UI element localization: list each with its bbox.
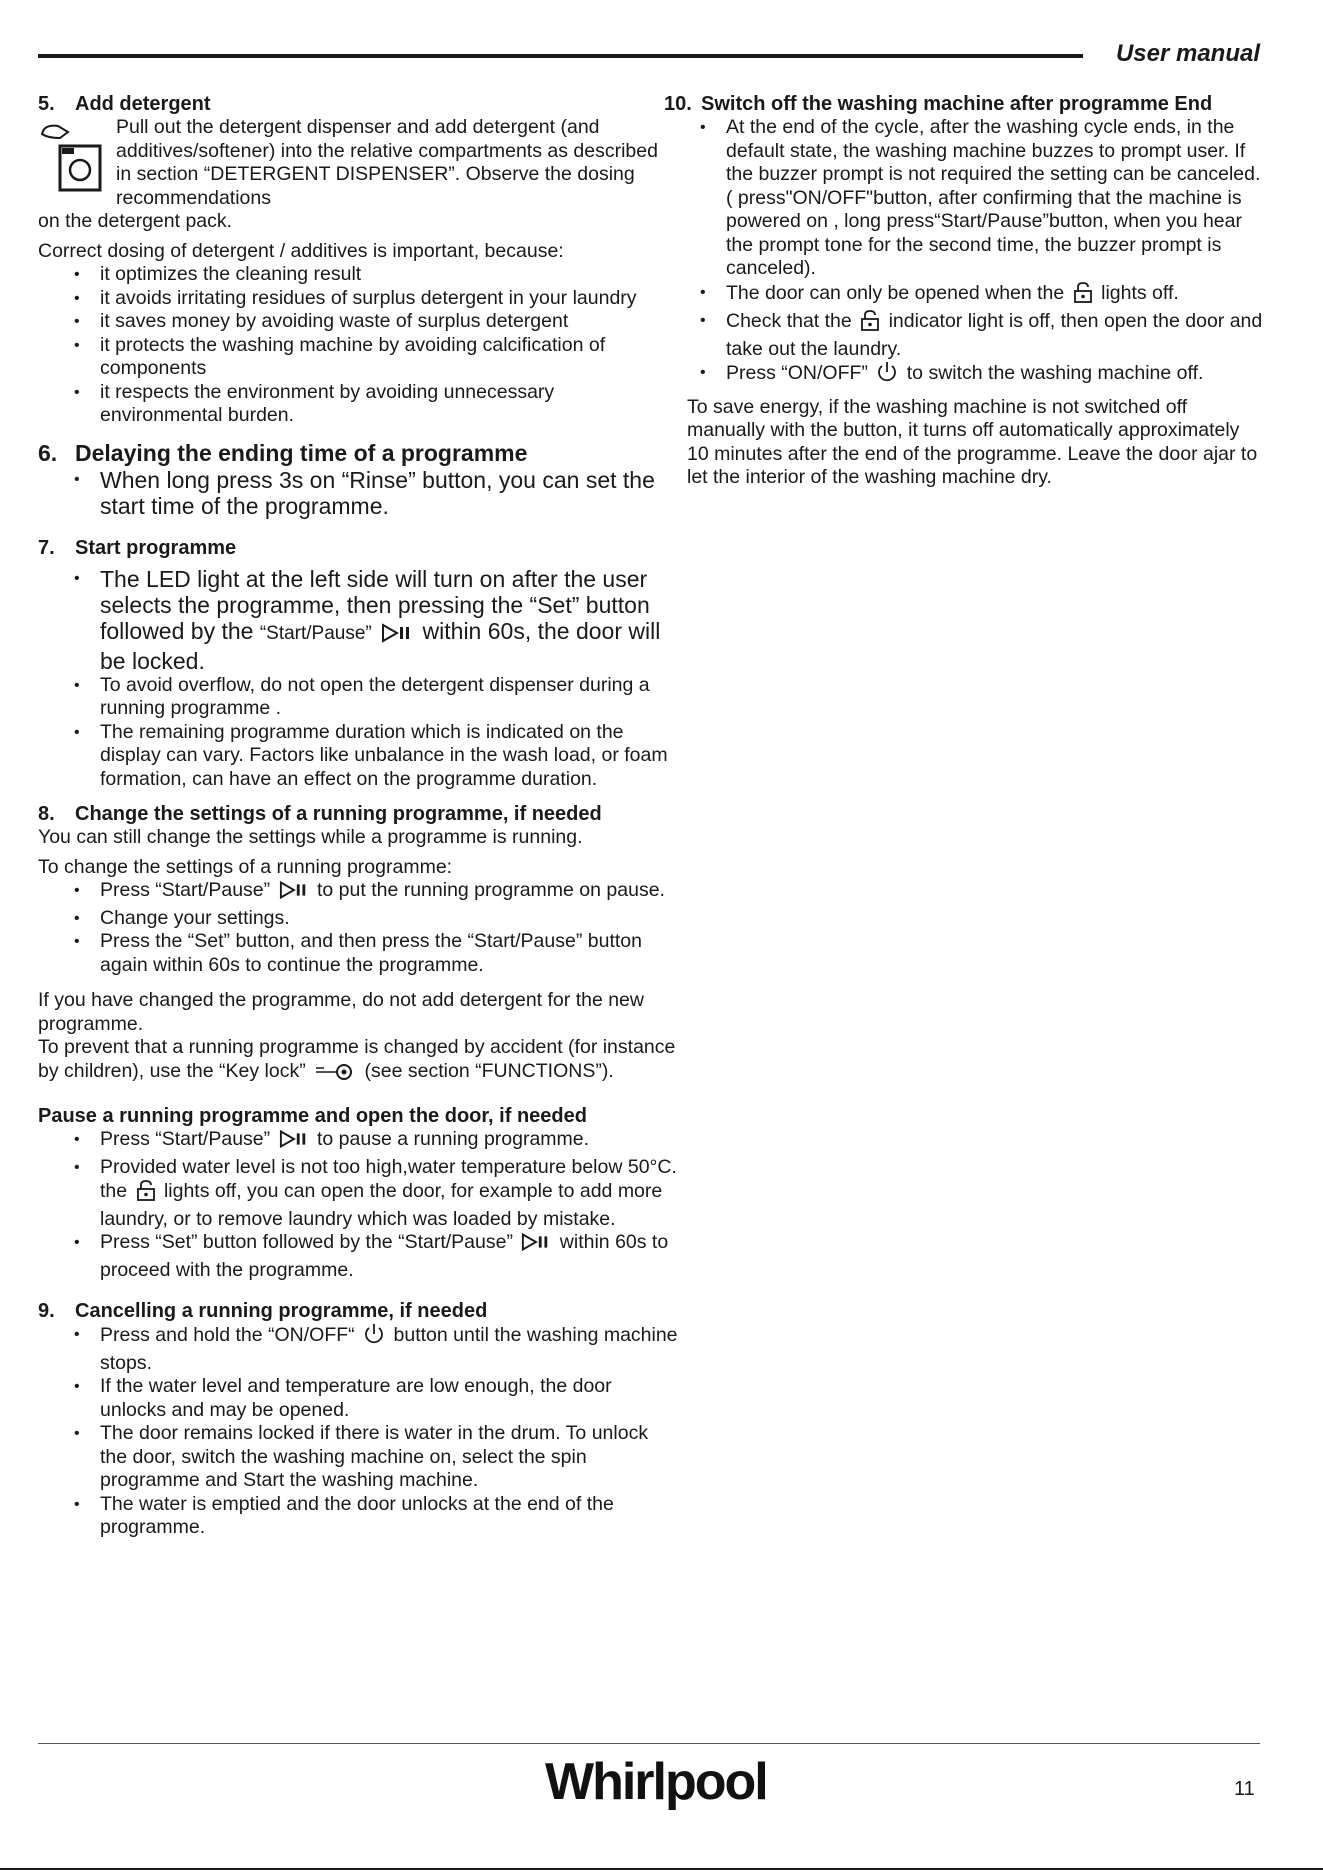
list-item-text: indicator light is off, then open the door and take out the laundry. xyxy=(726,310,1263,360)
list-item-text: Provided water level is not too high,water temperature below 50°C. the xyxy=(100,1155,677,1202)
list-item: • The remaining programme duration which is indicated on the display can vary. Factors like unbalance in the wash load, or foam formation, can have an effect on the programme duration. xyxy=(100,721,678,792)
section-5-intro-continued: on the detergent pack. xyxy=(38,210,233,232)
section-9-bullets xyxy=(38,1323,678,1540)
section-number: 9. xyxy=(38,1300,55,1322)
list-item xyxy=(100,1323,678,1375)
section-10-paragraph: To save energy, if the washing machine is not switched off manually with the button, it turns off automatically approximately 10 minutes after the end of the programme. Leave the door ajar to let the interior of the washing machine dry. xyxy=(687,395,1258,488)
list-item-text: Press “ON/OFF” xyxy=(726,362,868,384)
list-item: • it respects the environment by avoiding unnecessary environmental burden. xyxy=(100,381,678,428)
list-item-text: lights off. xyxy=(1101,281,1179,304)
door-lock-icon xyxy=(1073,281,1093,310)
section-5-bullets xyxy=(38,263,678,428)
list-item: • At the end of the cycle, after the washing cycle ends, in the default state, the washing machine buzzes to prompt user. If the buzzer prompt is not required the setting can be canceled. ( press"ON/OFF"button, after confirming that the machine is powered on , long press“Start/Pause”button, when you hear the prompt tone for the second time, the buzzer prompt is canceled). xyxy=(726,116,1264,281)
list-item-text: to switch the washing machine off. xyxy=(906,362,1204,384)
list-item-text: “Start/Pause” xyxy=(259,622,372,644)
list-item-text: Press “Set” button followed by the “Start/Pause” xyxy=(100,1231,513,1253)
list-item xyxy=(726,309,1264,361)
paragraph-text: To prevent that a running programme is changed by accident (for instance by children), use the “Key lock” xyxy=(38,1036,676,1082)
left-column xyxy=(38,93,678,1540)
list-item-text: Press and hold the “ON/OFF“ xyxy=(100,1324,355,1346)
list-item-text: within 60s to proceed with the programme. xyxy=(100,1231,669,1281)
list-item xyxy=(726,281,1264,310)
list-item: • When long press 3s on “Rinse” button, you can set the start time of the programme. xyxy=(100,467,678,519)
start-pause-icon xyxy=(521,1232,551,1259)
list-item xyxy=(100,879,678,907)
section-number: 7. xyxy=(38,536,55,559)
list-item: • it saves money by avoiding waste of surplus detergent xyxy=(100,310,678,334)
power-icon xyxy=(363,1323,385,1352)
list-item-text: Check that the xyxy=(726,310,852,332)
door-lock-icon xyxy=(136,1179,156,1208)
section-number: 10. xyxy=(664,93,692,115)
list-item-text: to put the running programme on pause. xyxy=(316,879,665,901)
list-item-text: Press “Start/Pause” xyxy=(100,879,271,901)
page-number: 11 xyxy=(1234,1778,1255,1800)
section-number: 5. xyxy=(38,93,55,115)
list-item: • it avoids irritating residues of surplus detergent in your laundry xyxy=(100,287,678,311)
section-8-bullets xyxy=(38,879,678,977)
list-item: • Change your settings. xyxy=(100,907,678,931)
section-8-heading xyxy=(38,803,678,826)
key-lock-icon xyxy=(314,1061,356,1088)
header-title: User manual xyxy=(1115,40,1260,67)
start-pause-icon xyxy=(381,622,413,648)
list-item: • If the water level and temperature are low enough, the door unlocks and may be opened. xyxy=(100,1375,678,1422)
section-title: Add detergent xyxy=(75,93,211,115)
list-item-text: lights off, you can open the door, for example to add more laundry, or to remove laundry which was loaded by mistake. xyxy=(100,1180,663,1230)
footer-rule xyxy=(38,1743,1260,1744)
list-item: • Press the “Set” button, and then press the “Start/Pause” button again within 60s to continue the programme. xyxy=(100,930,678,977)
list-item xyxy=(100,1156,678,1232)
section-5-heading xyxy=(38,93,678,116)
pause-heading: Pause a running programme and open the door, if needed xyxy=(38,1105,587,1127)
list-item xyxy=(100,1231,678,1282)
section-title: Change the settings of a running programme, if needed xyxy=(75,803,602,825)
list-item xyxy=(100,1128,678,1156)
section-6-heading xyxy=(38,440,678,467)
list-item-text: The door can only be opened when the xyxy=(726,281,1065,304)
section-number: 8. xyxy=(38,803,55,825)
start-pause-icon xyxy=(279,1129,309,1156)
list-item: • To avoid overflow, do not open the detergent dispenser during a running programme . xyxy=(100,674,678,721)
section-number: 6. xyxy=(38,439,58,466)
section-7-heading xyxy=(38,537,678,560)
pause-bullets xyxy=(38,1128,678,1282)
section-title: Switch off the washing machine after programme End xyxy=(701,93,1213,115)
section-title: Delaying the ending time of a programme xyxy=(75,439,528,466)
section-7-bullets xyxy=(38,566,678,792)
brand-logo: Whirlpool xyxy=(545,1753,767,1811)
detergent-dispenser-icon xyxy=(38,120,102,201)
section-6-bullets xyxy=(38,467,678,519)
list-item-text: The LED light at the left side will turn on after the user selects the programme, then pressing the “Set” button followed by the xyxy=(100,565,650,644)
section-title: Cancelling a running programme, if needed xyxy=(75,1300,488,1322)
section-10-bullets xyxy=(664,116,1264,390)
power-icon xyxy=(876,361,898,390)
door-lock-icon xyxy=(860,309,880,338)
list-item xyxy=(100,566,678,674)
list-item: • The door remains locked if there is water in the drum. To unlock the door, switch the washing machine on, select the spin programme and Start the washing machine. xyxy=(100,1422,678,1493)
list-item-text: button until the washing machine stops. xyxy=(100,1324,678,1374)
paragraph-text: (see section “FUNCTIONS”). xyxy=(364,1059,614,1082)
right-column xyxy=(664,93,1264,490)
list-item-text: Press “Start/Pause” xyxy=(100,1128,271,1150)
list-item xyxy=(726,361,1264,390)
list-item: • it optimizes the cleaning result xyxy=(100,263,678,287)
section-10-heading xyxy=(664,93,1264,116)
section-8-paragraph: To change the settings of a running programme: xyxy=(38,855,453,878)
section-8-paragraph xyxy=(38,1036,678,1087)
header-rule xyxy=(38,54,1083,58)
section-5-intro xyxy=(38,116,678,210)
section-9-heading xyxy=(38,1300,678,1323)
section-8-paragraph: If you have changed the programme, do not add detergent for the new programme. xyxy=(38,989,644,1035)
section-8-paragraph: You can still change the settings while a programme is running. xyxy=(38,826,583,848)
list-item: • it protects the washing machine by avoiding calcification of components xyxy=(100,334,678,381)
list-item: • The water is emptied and the door unlocks at the end of the programme. xyxy=(100,1493,678,1540)
section-title: Start programme xyxy=(75,536,237,559)
list-item-text: to pause a running programme. xyxy=(316,1128,590,1150)
section-5-lead: Correct dosing of detergent / additives is important, because: xyxy=(38,239,564,262)
list-item-text: within 60s, the door will be locked. xyxy=(100,617,661,674)
section-5-intro-text: Pull out the detergent dispenser and add detergent (and additives/softener) into the relative compartments as described in section “DETERGENT DISPENSER”. Observe the dosing recommendations xyxy=(116,116,658,209)
start-pause-icon xyxy=(279,880,309,907)
